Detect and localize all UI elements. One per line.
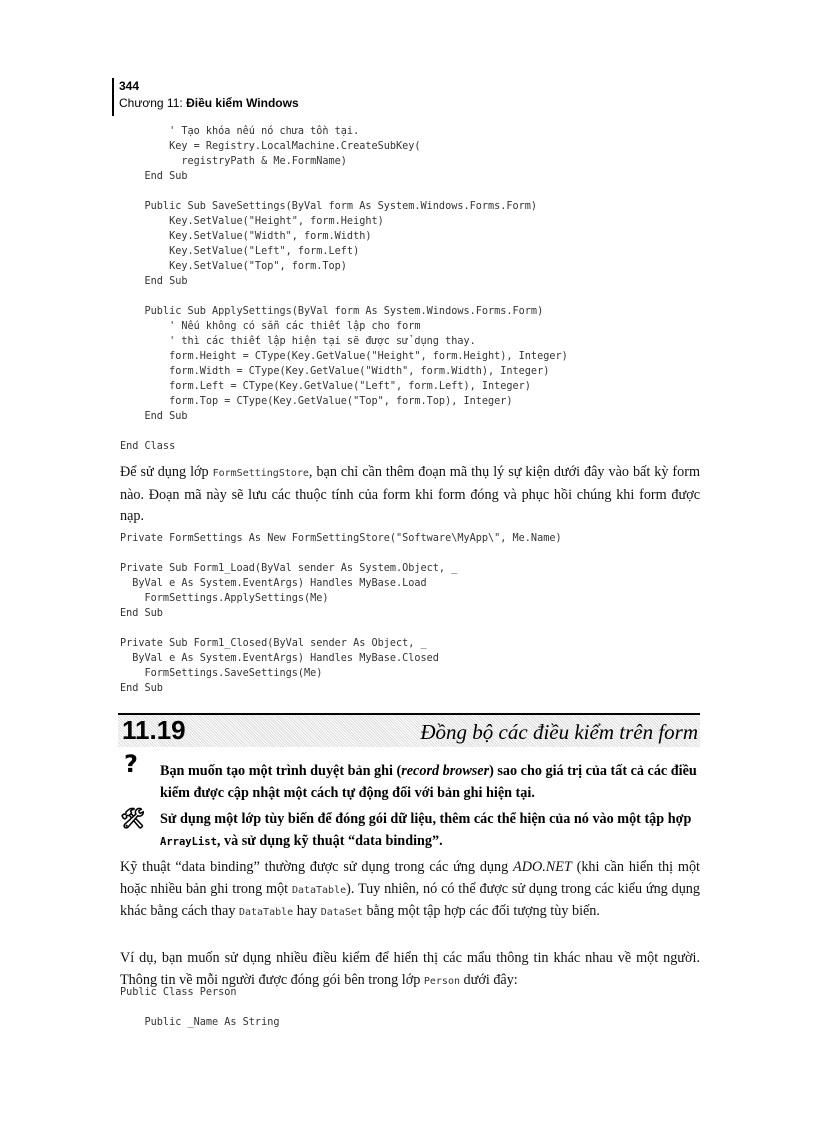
paragraph-data-binding: [120, 857, 700, 924]
text-run: Để sử dụng lớp: [120, 464, 213, 480]
text-run: dưới đây:: [460, 971, 518, 988]
text-run: Kỹ thuật “data binding” thường được sử dụng trong các ứng dụng: [120, 859, 514, 875]
inline-code: DataTable: [238, 907, 294, 918]
text-run: ). Tuy nhiên, nó có thể được sử dụng trong các kiểu ứng dụng khác bằng cách thay: [120, 880, 700, 919]
emphasis-text: ADO.NET: [513, 859, 572, 875]
text-run: , và sử dụng kỹ thuật “data binding”.: [216, 833, 443, 849]
header-rule: [112, 78, 114, 116]
code-text: ' Tạo khóa nếu nó chưa tồn tại. Key = Registry.LocalMachine.CreateSubKey( registryPath & Me.FormName) End Sub Public Sub SaveSettings(ByVal form As System.Windows.Forms.Form) Key.SetValue("Height", form.Height) Key.SetValue("Width", form.Width) Key.SetValue("Left", form.Left) Key.SetValue("Top", form.Top) End Sub Public Sub ApplySettings(ByVal form As System.Windows.Forms.Form) ' Nếu không có sẵn các thiết lập cho form ' thì các thiết lập hiện tại sẽ được sử dụng thay. form.Height = CType(Key.GetValue("Height", form.Height), Integer) form.Width = CType(Key.GetValue("Width", form.Width), Integer) form.Left = CType(Key.GetValue("Left", form.Left), Integer) form.Top = CType(Key.GetValue("Top", form.Top), Integer) End Sub End Class: [120, 126, 568, 452]
text-run: (khi cần hiển thị một hoặc nhiều bản ghi trong một: [120, 859, 700, 897]
text-run: , bạn chỉ cần thêm đoạn mã thụ lý sự kiện dưới đây vào bất kỳ form nào. Đoạn mã này sẽ lưu các thuộc tính của form khi form đóng và phục hồi chúng khi form được nạp.: [120, 464, 700, 524]
text-run: Ví dụ, bạn muốn sử dụng nhiều điều kiểm để hiển thị các mẩu thông tin khác nhau về một người. Thông tin về mỗi người được đóng gói bên trong lớp: [120, 950, 700, 988]
emphasis-text: record browser: [401, 763, 490, 779]
inline-code: DataTable: [291, 884, 347, 896]
chapter-heading: [119, 96, 299, 110]
chapter-prefix: Chương 11:: [119, 96, 187, 110]
solution-statement: [160, 808, 700, 853]
inline-code: DataSet: [320, 907, 363, 918]
text-run: Sử dụng một lớp tùy biến để đóng gói dữ liệu, thêm các thể hiện của nó vào một tập hợp: [160, 811, 692, 827]
question-icon: ?: [124, 750, 138, 778]
text-run: hay: [293, 903, 321, 919]
paragraph-usage: [120, 462, 700, 528]
tools-icon: 🛠: [120, 806, 146, 830]
section-title: Đồng bộ các điều kiểm trên form: [420, 720, 698, 744]
text-run: Bạn muốn tạo một trình duyệt bản ghi (: [160, 763, 402, 779]
text-run: bằng một tập hợp các đối tượng tùy biến.: [362, 903, 600, 919]
code-text: Private FormSettings As New FormSettingStore("Software\MyApp\", Me.Name) Private Sub Form1_Load(ByVal sender As System.Object, _ ByVal e As System.EventArgs) Handles MyBase.Load FormSettings.ApplySettings(Me) End Sub Private Sub Form1_Closed(ByVal sender As Object, _ ByVal e As System.EventArgs) Handles MyBase.Closed FormSettings.SaveSettings(Me) End Sub: [120, 533, 562, 694]
problem-statement: [160, 760, 700, 804]
text-run: ) sao cho giá trị của tất cả các điều kiểm được cập nhật một cách tự động đối với bản ghi hiện tại.: [160, 763, 697, 801]
section-number: 11.19: [122, 715, 186, 745]
inline-code: FormSettingStore: [212, 468, 309, 479]
chapter-title: Điều kiểm Windows: [186, 96, 299, 110]
code-text: Public Class Person Public _Name As String: [120, 987, 280, 1028]
code-listing-form-handlers: [120, 531, 562, 696]
code-listing-person-class: [120, 985, 279, 1030]
page-number: 344: [119, 79, 140, 93]
inline-code: ArrayList: [160, 836, 217, 848]
section-heading: [118, 713, 700, 747]
code-listing-class-end: [120, 124, 568, 454]
inline-code: Person: [423, 975, 460, 987]
